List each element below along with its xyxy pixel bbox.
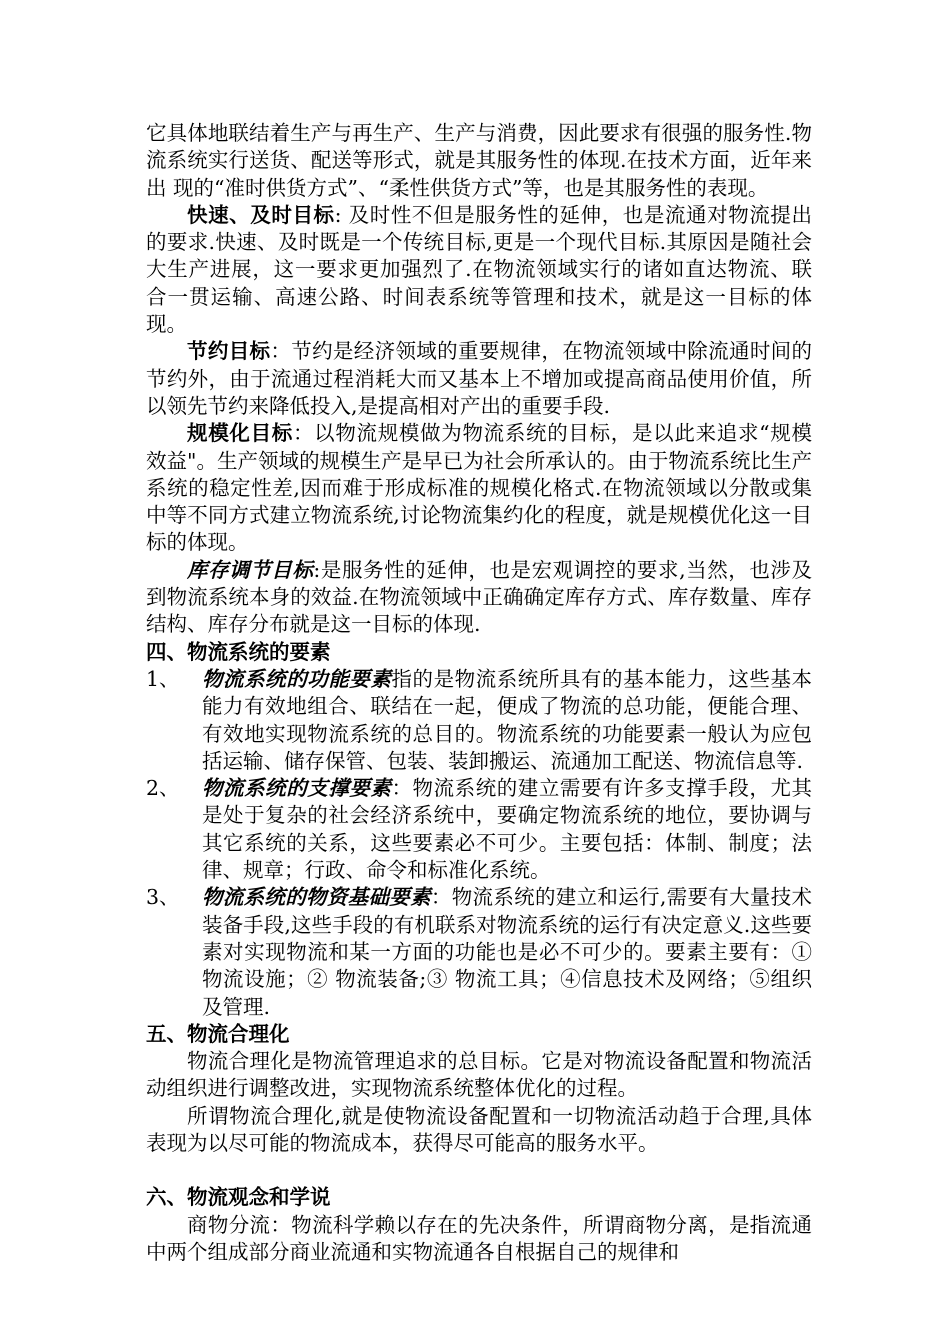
list-item — [146, 884, 812, 1020]
list-item-number: 3、 — [146, 885, 180, 910]
list-item-text: ：物流系统的建立和运行,需要有大量技术装备手段,这些手段的有机联系对物流系统的运行有决定意义.这些要素对实现物流和某一方面的功能也是必不可少的。要素主要有：①物流设施；② 物流装备;③ 物流工具；④信息技术及网络；⑤组织及管理. — [202, 885, 813, 1019]
list-item-body — [202, 666, 812, 775]
text-scale-goal: ：以物流规模做为物流系统的目标，是以此来追求“规模效益"。生产领域的规模生产是早已为社会所承认的。由于物流系统比生产系统的稳定性差,因而难于形成标准的规模化格式.在物流领域以分散或集中等不同方式建立物流系统,讨论物流集约化的程度，就是规模优化这一目标的体现。 — [146, 421, 812, 555]
list-item-term: 物流系统的功能要素 — [202, 666, 392, 691]
list-item — [146, 775, 812, 884]
paragraph-saving-goal — [146, 338, 812, 420]
list-item-term: 物流系统的物资基础要素 — [202, 885, 431, 910]
list-item-text: ：物流系统的建立需要有许多支撑手段，尤其是处于复杂的社会经济系统中，要确定物流系统的地位，要协调与其它系统的关系，这些要素必不可少。主要包括：体制、制度；法律、规章；行政、命令和标准化系统。 — [202, 776, 813, 883]
list-item-number: 1、 — [146, 666, 180, 691]
list-item-term: 物流系统的支撑要素 — [202, 776, 392, 801]
list-item-number: 2、 — [146, 776, 180, 801]
blank-line — [146, 1157, 812, 1184]
section5-paragraph-1: 物流合理化是物流管理追求的总目标。它是对物流设备配置和物流活动组织进行调整改进，实现物流系统整体优化的过程。 — [146, 1049, 812, 1101]
text-inventory-goal: :是服务性的延伸，也是宏观调控的要求,当然，也涉及到物流系统本身的效益.在物流领域中正确确定库存方式、库存数量、库存结构、库存分布就是这一目标的体现. — [146, 557, 813, 637]
paragraph-inventory-goal — [146, 557, 812, 639]
text-speed-goal: : 及时性不但是服务性的延伸，也是流通对物流提出的要求.快速、及时既是一个传统目标,更是一个现代目标.其原因是随社会大生产进展，这一要求更加强烈了.在物流领域实行的诸如直达物流、联 合一贯运输、高速公路、时间表系统等管理和技术，就是这一目标的体现。 — [146, 202, 813, 337]
text-saving-goal: ：节约是经济领域的重要规律，在物流领域中除流通时间的节约外，由于流通过程消耗大而又基本上不增加或提高商品使用价值，所以领先节约来降低投入,是提高相对产出的重要手段. — [146, 339, 813, 418]
paragraph-service: 它具体地联结着生产与再生产、生产与消费，因此要求有很强的服务性.物流系统实行送货、配送等形式，就是其服务性的体现.在技术方面，近年来出 现的“准时供货方式”、“柔性供货方式”等，也是其服务性的表现。 — [146, 121, 812, 200]
term-scale-goal: 规模化目标 — [187, 421, 293, 446]
paragraph-scale-goal — [146, 420, 812, 556]
list-item — [146, 666, 812, 775]
list-item-text: 指的是物流系统所具有的基本能力，这些基本能力有效地组合、联结在一起，便成了物流的总功能，便能合理、有效地实现物流系统的总目的。物流系统的功能要素一般认为应包括运输、储存保管、包装、装卸搬运、流通加工配送、物流信息等. — [202, 666, 813, 773]
list-item-body — [202, 775, 812, 884]
section6-paragraph-1: 商物分流：物流科学赖以存在的先决条件，所谓商物分离，是指流通中两个组成部分商业流通和实物流通各自根据自己的规律和 — [146, 1212, 812, 1264]
term-speed-goal: 快速、及时目标 — [187, 202, 335, 227]
term-saving-goal: 节约目标 — [187, 339, 271, 364]
paragraph-speed-goal — [146, 202, 812, 338]
document-page — [146, 120, 812, 1266]
list-item-body — [202, 884, 812, 1020]
section5-heading: 五、物流合理化 — [146, 1021, 290, 1046]
section5-paragraph-2: 所谓物流合理化,就是使物流设备配置和一切物流活动趋于合理,具体表现为以尽可能的物流成本，获得尽可能高的服务水平。 — [146, 1103, 812, 1155]
section4-heading: 四、物流系统的要素 — [146, 639, 331, 664]
section6-heading: 六、物流观念和学说 — [146, 1185, 331, 1210]
term-inventory-goal: 库存调节目标 — [187, 557, 314, 582]
